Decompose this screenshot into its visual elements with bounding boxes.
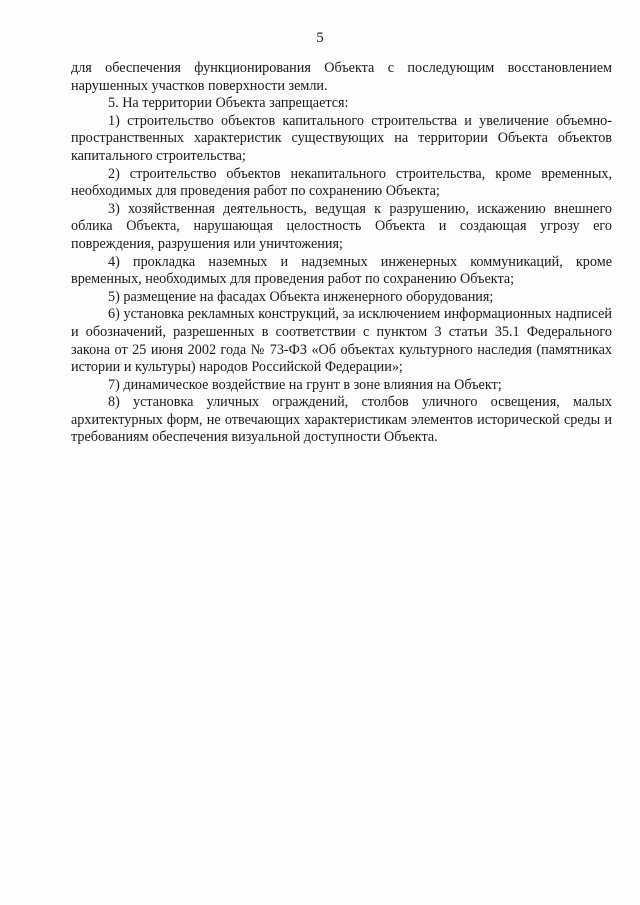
paragraph-item-5: 5) размещение на фасадах Объекта инженерного оборудования;	[108, 288, 494, 305]
paragraph-item-8: 8) установка уличных ограждений, столбов уличного освещения, малых архитектурных форм, не отвечающих характеристикам элементов исторической среды и требованиям обеспечения визуальной доступности Объекта.	[71, 394, 612, 446]
document-body	[71, 60, 612, 447]
paragraph-continuation: для обеспечения функционирования Объекта с последующим восстановлением нарушенных участков поверхности земли.	[71, 60, 612, 94]
paragraph-item-7: 7) динамическое воздействие на грунт в зоне влияния на Объект;	[108, 376, 502, 393]
paragraph-item-1: 1) строительство объектов капитального строительства и увеличение объемно-пространственных характеристик существующих на территории Объекта объектов капитального строительства;	[71, 112, 612, 164]
paragraph-section-5-heading: 5. На территории Объекта запрещается:	[108, 95, 349, 112]
paragraph-item-2: 2) строительство объектов некапитального строительства, кроме временных, необходимых для проведения работ по сохранению Объекта;	[71, 165, 612, 200]
paragraph-item-6: 6) установка рекламных конструкций, за исключением информационных надписей и обозначений, разрешенных в соответствии с пунктом 3 статьи 35.1 Федерального закона от 25 июня 2002 года № 73-ФЗ «Об объектах культурного наследия (памятниках истории и культуры) народов Российской Федерации»;	[71, 306, 612, 376]
paragraph-item-3: 3) хозяйственная деятельность, ведущая к разрушению, искажению внешнего облика Объекта, нарушающая целостность Объекта и создающая угрозу его повреждения, разрушения или уничтожения;	[71, 200, 612, 252]
page-number: 5	[316, 30, 324, 46]
paragraph-item-4: 4) прокладка наземных и надземных инженерных коммуникаций, кроме временных, необходимых для проведения работ по сохранению Объекта;	[71, 253, 612, 288]
